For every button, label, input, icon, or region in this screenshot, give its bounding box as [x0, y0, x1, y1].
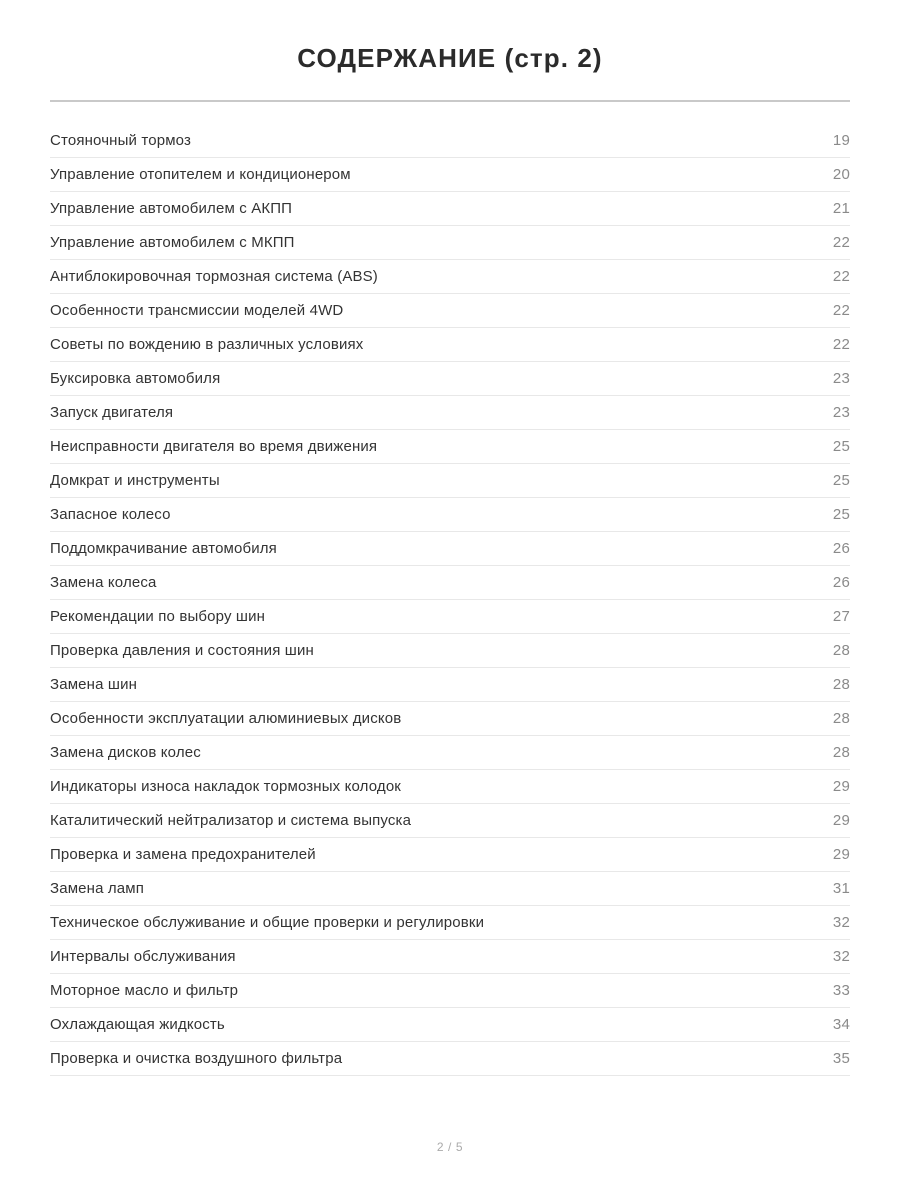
toc-row[interactable] — [50, 532, 850, 566]
toc-entry-label: Особенности трансмиссии моделей 4WD — [50, 302, 344, 319]
toc-entry-page-number: 25 — [832, 438, 850, 455]
toc-entry-label: Проверка давления и состояния шин — [50, 642, 314, 659]
toc-entry-label: Запасное колесо — [50, 506, 171, 523]
toc-entry-page-number: 32 — [832, 948, 850, 965]
toc-entry-label: Неисправности двигателя во время движения — [50, 438, 378, 455]
toc-row[interactable] — [50, 362, 850, 396]
toc-row[interactable] — [50, 906, 850, 940]
toc-row[interactable] — [50, 226, 850, 260]
toc-entry-page-number: 29 — [832, 812, 850, 829]
toc-entry-label: Замена колеса — [50, 574, 157, 591]
toc-row[interactable] — [50, 804, 850, 838]
page-title: СОДЕРЖАНИЕ (стр. 2) — [297, 43, 603, 73]
toc-row[interactable] — [50, 770, 850, 804]
toc-entry-page-number: 35 — [832, 1050, 850, 1067]
toc-row[interactable] — [50, 1008, 850, 1042]
toc-row[interactable] — [50, 668, 850, 702]
toc-entry-label: Интервалы обслуживания — [50, 948, 236, 965]
toc-row[interactable] — [50, 396, 850, 430]
toc-row[interactable] — [50, 328, 850, 362]
toc-row[interactable] — [50, 1042, 850, 1076]
toc-entry-label: Проверка и замена предохранителей — [50, 846, 316, 863]
toc-entry-page-number: 34 — [832, 1016, 850, 1033]
toc-entry-page-number: 26 — [832, 540, 850, 557]
toc-entry-page-number: 28 — [832, 676, 850, 693]
toc-entry-label: Рекомендации по выбору шин — [50, 608, 266, 625]
toc-entry-label: Замена ламп — [50, 880, 145, 897]
table-of-contents — [50, 124, 850, 1076]
toc-entry-page-number: 20 — [832, 166, 850, 183]
toc-entry-page-number: 22 — [832, 234, 850, 251]
toc-row[interactable] — [50, 498, 850, 532]
toc-entry-page-number: 23 — [832, 404, 850, 421]
toc-row[interactable] — [50, 294, 850, 328]
toc-row[interactable] — [50, 838, 850, 872]
toc-row[interactable] — [50, 430, 850, 464]
toc-entry-label: Поддомкрачивание автомобиля — [50, 540, 277, 557]
toc-row[interactable] — [50, 634, 850, 668]
toc-entry-label: Советы по вождению в различных условиях — [50, 336, 364, 353]
toc-entry-page-number: 28 — [832, 710, 850, 727]
toc-entry-label: Техническое обслуживание и общие проверки и регулировки — [50, 914, 485, 931]
toc-entry-page-number: 25 — [832, 506, 850, 523]
toc-entry-label: Буксировка автомобиля — [50, 370, 221, 387]
toc-row[interactable] — [50, 940, 850, 974]
toc-row[interactable] — [50, 192, 850, 226]
toc-entry-label: Индикаторы износа накладок тормозных колодок — [50, 778, 402, 795]
toc-entry-page-number: 28 — [832, 642, 850, 659]
title-divider — [50, 100, 850, 102]
toc-row[interactable] — [50, 124, 850, 158]
toc-entry-page-number: 21 — [832, 200, 850, 217]
toc-row[interactable] — [50, 872, 850, 906]
toc-entry-page-number: 29 — [832, 778, 850, 795]
toc-entry-page-number: 25 — [832, 472, 850, 489]
toc-row[interactable] — [50, 158, 850, 192]
toc-entry-page-number: 22 — [832, 268, 850, 285]
toc-row[interactable] — [50, 736, 850, 770]
toc-entry-label: Домкрат и инструменты — [50, 472, 220, 489]
toc-entry-page-number: 33 — [832, 982, 850, 999]
toc-row[interactable] — [50, 974, 850, 1008]
toc-entry-page-number: 31 — [832, 880, 850, 897]
toc-entry-label: Охлаждающая жидкость — [50, 1016, 225, 1033]
toc-row[interactable] — [50, 464, 850, 498]
toc-entry-label: Управление автомобилем с АКПП — [50, 200, 293, 217]
toc-entry-page-number: 23 — [832, 370, 850, 387]
toc-entry-label: Стояночный тормоз — [50, 132, 192, 149]
toc-entry-label: Замена дисков колес — [50, 744, 201, 761]
toc-entry-label: Антиблокировочная тормозная система (ABS) — [50, 268, 378, 285]
toc-entry-label: Управление автомобилем с МКПП — [50, 234, 295, 251]
toc-row[interactable] — [50, 260, 850, 294]
toc-entry-page-number: 22 — [832, 336, 850, 353]
toc-entry-label: Каталитический нейтрализатор и система выпуска — [50, 812, 412, 829]
toc-entry-label: Замена шин — [50, 676, 138, 693]
toc-entry-page-number: 28 — [832, 744, 850, 761]
toc-entry-page-number: 29 — [832, 846, 850, 863]
toc-entry-label: Проверка и очистка воздушного фильтра — [50, 1050, 343, 1067]
toc-entry-page-number: 27 — [832, 608, 850, 625]
toc-entry-page-number: 26 — [832, 574, 850, 591]
toc-entry-label: Запуск двигателя — [50, 404, 174, 421]
toc-row[interactable] — [50, 702, 850, 736]
toc-row[interactable] — [50, 600, 850, 634]
toc-entry-label: Моторное масло и фильтр — [50, 982, 239, 999]
toc-entry-page-number: 32 — [832, 914, 850, 931]
toc-row[interactable] — [50, 566, 850, 600]
toc-entry-page-number: 22 — [832, 302, 850, 319]
toc-entry-label: Управление отопителем и кондиционером — [50, 166, 351, 183]
page-footer: 2 / 5 — [436, 1140, 464, 1154]
toc-entry-page-number: 19 — [832, 132, 850, 149]
toc-entry-label: Особенности эксплуатации алюминиевых дисков — [50, 710, 402, 727]
